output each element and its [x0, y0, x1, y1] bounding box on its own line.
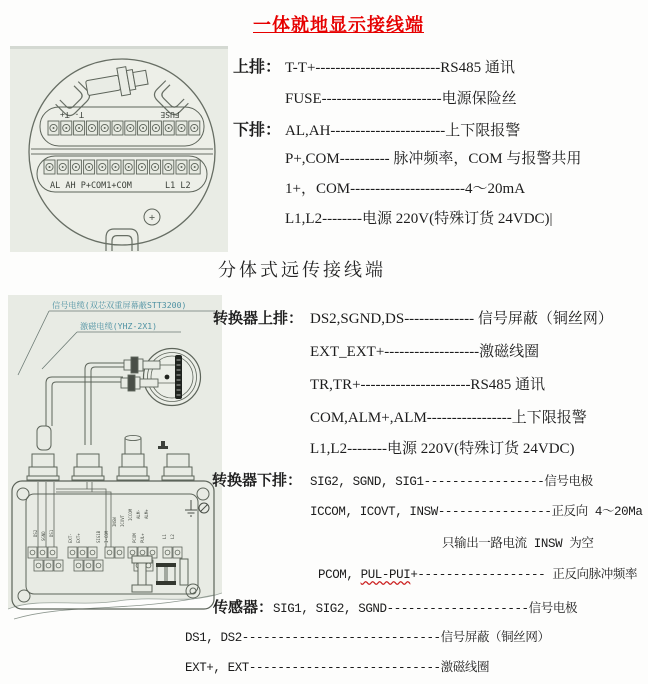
terminal-line	[213, 406, 587, 427]
integrated-terminal-diagram	[10, 46, 228, 252]
spellcheck-flagged-text: PUL-PUI	[360, 568, 411, 582]
lower-strip-label-right: L1 L2	[165, 181, 191, 191]
svg-text:EXT-: EXT-	[68, 533, 73, 543]
terminal-line	[213, 596, 577, 617]
svg-text:EXT+: EXT+	[76, 533, 81, 543]
excite-cable-label: 激磁电缆(YHZ-2X1)	[80, 321, 158, 331]
remote-transmitter-diagram	[8, 295, 222, 633]
svg-text:DS2: DS2	[33, 529, 38, 537]
terminal-line	[233, 117, 520, 140]
terminal-line	[233, 87, 517, 108]
svg-text:ICOVT: ICOVT	[120, 514, 125, 527]
terminal-line	[233, 177, 525, 198]
svg-text:ALM-: ALM-	[136, 509, 141, 519]
terminal-line	[213, 373, 545, 394]
gland-4	[162, 454, 194, 480]
ground-screw-mark: +	[148, 212, 156, 224]
terminal-line	[233, 54, 515, 77]
note-line	[442, 533, 594, 551]
row-content: COM,ALM+,ALM-----------------上下限报警	[310, 410, 587, 426]
row-label: 传感器：	[213, 600, 274, 616]
svg-text:INSW: INSW	[112, 517, 117, 527]
terminal-line	[213, 307, 613, 328]
terminal-line	[233, 147, 581, 168]
svg-text:SGND: SGND	[41, 531, 46, 541]
terminal-line	[310, 501, 642, 519]
terminal-line	[185, 627, 550, 645]
row-content: L1,L2--------电源 220V(特殊订货 24VDC)	[310, 441, 575, 457]
gland-1	[27, 454, 59, 480]
row-label: 转换器上排：	[213, 311, 304, 327]
svg-text:L2: L2	[170, 534, 175, 539]
terminal-line	[185, 657, 489, 675]
row-content: P+,COM---------- 脉冲频率，COM 与报警共用	[285, 151, 582, 167]
signal-cable-label: 信号电缆(双芯双重屏幕蔽STT3200)	[52, 300, 187, 310]
terminal-line	[233, 207, 553, 228]
gland3-stub	[125, 435, 141, 454]
row-content: DS2,SGND,DS-------------- 信号屏蔽（铜丝网）	[310, 311, 613, 327]
svg-text:PCOM: PCOM	[132, 533, 137, 543]
svg-text:I-COM: I-COM	[104, 530, 109, 543]
terminal-line	[318, 564, 637, 582]
row-content: T-T+-------------------------RS485 通讯	[285, 60, 515, 76]
row-content: EXT_EXT+-------------------激磁线圈	[310, 344, 540, 360]
terminal-line	[213, 340, 539, 361]
row-content: FUSE------------------------电源保险丝	[285, 91, 517, 107]
upper-strip-label-right: FUSE	[160, 110, 180, 119]
gland-3	[117, 454, 149, 480]
terminal-line	[212, 469, 593, 490]
row-content: TR,TR+----------------------RS485 通讯	[310, 377, 546, 393]
row-content: ICCOM, ICOVT, INSW----------------正反向 4～20Ma	[310, 505, 643, 519]
page-title: 一体就地显示接线端	[253, 15, 424, 35]
svg-text:DS1: DS1	[49, 529, 54, 537]
row-content: SIG1, SIG2, SGND--------------------信号电极	[273, 602, 578, 616]
cable-end	[37, 426, 51, 450]
gland-2	[72, 454, 104, 480]
upper-strip-label-left: T- T+	[59, 110, 85, 119]
text-cursor: |	[549, 211, 553, 227]
sensor-connector	[144, 349, 201, 406]
row-content: 只输出一路电流 INSW 为空	[442, 537, 594, 551]
row-content: +------------------ 正反向脉冲频率	[410, 568, 638, 582]
svg-text:ICCOM: ICCOM	[128, 508, 133, 521]
lower-strip-label-left: AL AH P+COM1+COM	[50, 181, 132, 191]
svg-text:PUL+: PUL+	[140, 533, 145, 543]
svg-text:ALM+: ALM+	[144, 509, 149, 519]
row-label: 下排：	[233, 122, 282, 139]
row-content: EXT+, EXT---------------------------激磁线圈	[185, 661, 490, 675]
row-content: L1,L2--------电源 220V(特殊订货 24VDC)	[285, 211, 550, 227]
row-content: 1+，COM-----------------------4～20mA	[285, 181, 526, 197]
section-title: 分体式远传接线端	[218, 260, 386, 280]
row-content: SIG2, SGND, SIG1-----------------信号电极	[310, 475, 593, 489]
svg-text:L1: L1	[162, 534, 167, 539]
svg-text:SIG1B: SIG1B	[96, 530, 101, 543]
terminal-line	[213, 437, 575, 458]
row-content: AL,AH-----------------------上下限报警	[285, 123, 521, 139]
row-content: DS1, DS2----------------------------信号屏蔽（铜丝网）	[185, 631, 550, 645]
row-content: PCOM,	[318, 568, 361, 582]
row-label: 上排：	[233, 59, 282, 76]
row-label: 转换器下排：	[212, 473, 303, 489]
